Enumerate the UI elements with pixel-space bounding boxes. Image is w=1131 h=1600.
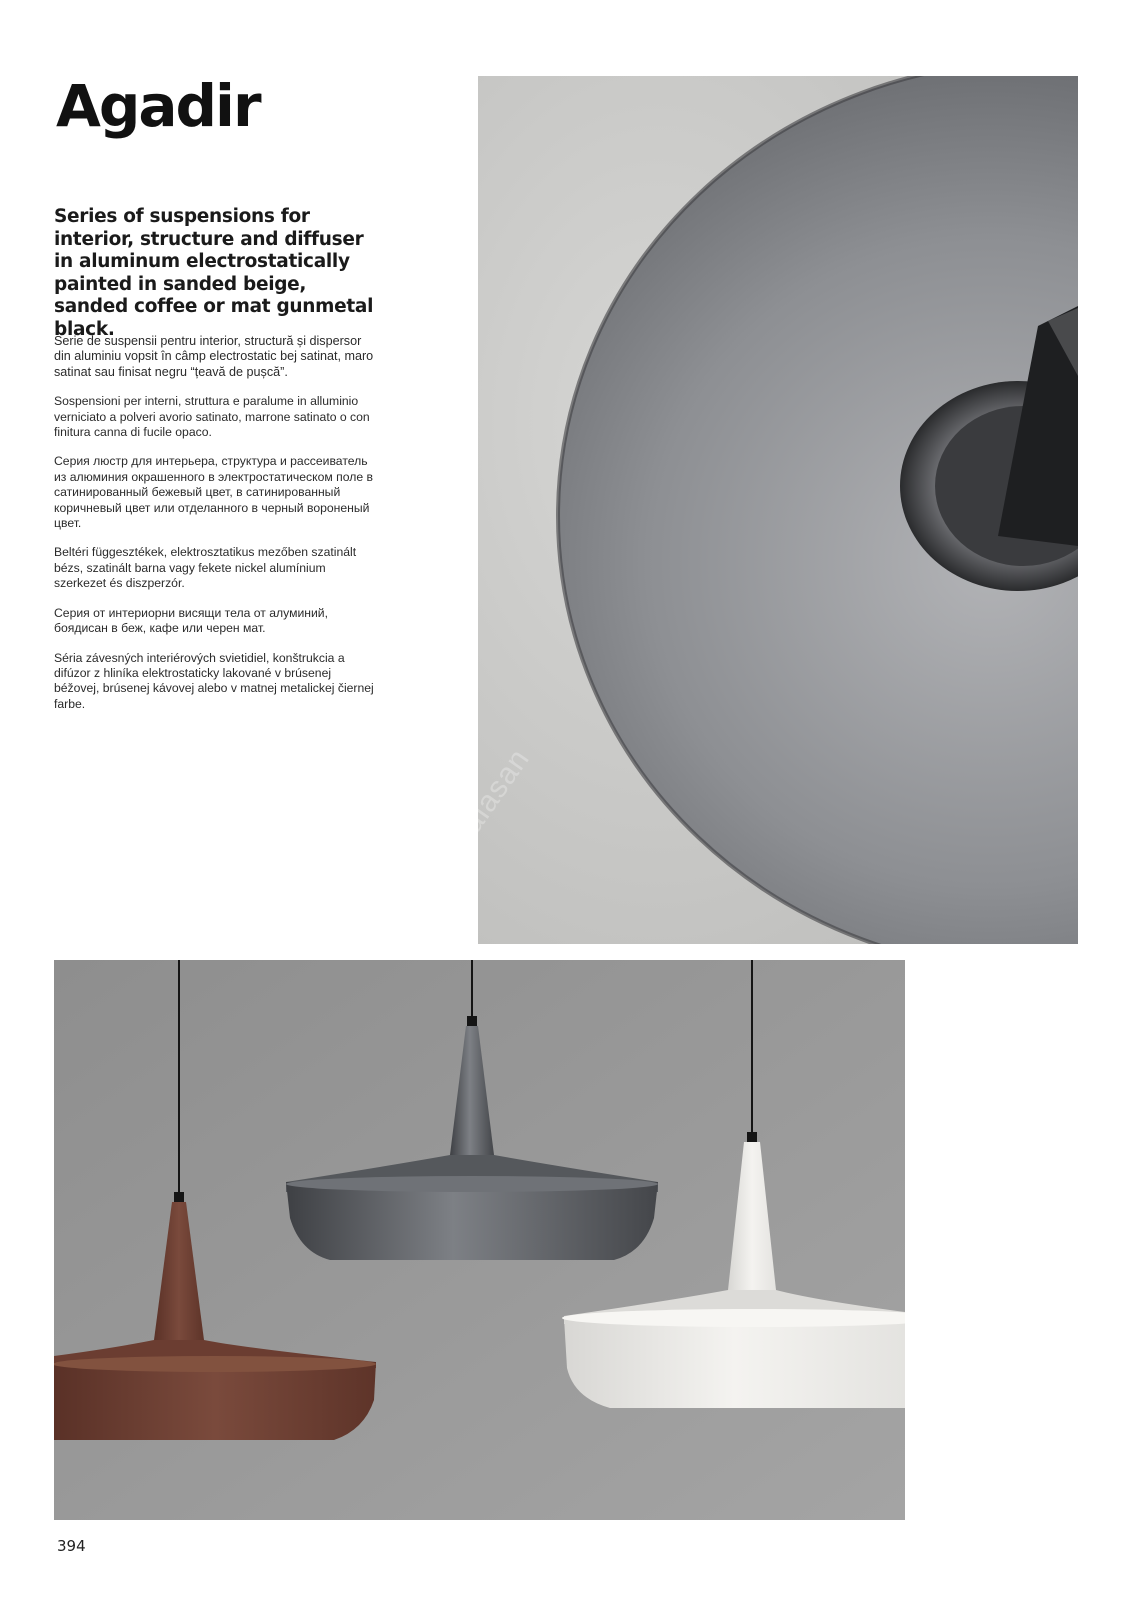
page-title: Agadir — [56, 72, 260, 140]
paragraph-bg: Серия от интериорни висящи тела от алуминий, боядисан в беж, кафе или черен мат. — [54, 605, 328, 636]
paragraph-hu: Beltéri függesztékek, elektrosztatikus mezőben szatinált bézs, szatinált barna vagy fekete nickel alumínium szerkezet és diszperzór. — [54, 545, 357, 591]
closeup-illustration — [478, 76, 1078, 944]
lead-description: Series of suspensions for interior, structure and diffuser in aluminum electrostatically painted in sanded beige, sanded coffee or mat gunmetal black. — [54, 206, 374, 340]
product-closeup-photo — [478, 76, 1078, 944]
product-lifestyle-photo — [54, 960, 905, 1520]
page-number: 394 — [57, 1537, 86, 1555]
paragraph-ru: Серия люстр для интерьера, структура и рассеиватель из алюминия окрашенного в электростатическом поле в сатинированный бежевый цвет, в сатинированный коричневый цвет или отделанного в черный вороненый цвет. — [54, 454, 374, 531]
paragraph-it: Sospensioni per interni, struttura e paralume in alluminio verniciato a polveri avorio satinato, marrone satinato o con finitura canna di fucile opaco. — [54, 394, 370, 440]
paragraph-sk: Séria závesných interiérových svietidiel, konštrukcia a difúzor z hliníka elektrostaticky lakované v brúsenej béžovej, brúsenej kávovej alebo v matnej metalickej čiernej farbe. — [54, 650, 374, 711]
pendants-illustration — [54, 960, 905, 1520]
watermark-text: alasan — [455, 742, 537, 839]
paragraph-ro: Serie de suspensii pentru interior, structură și dispersor din aluminiu vopsit în câmp electrostatic bej satinat, maro satinat sau finisat negru “țeavă de pușcă”. — [54, 334, 374, 379]
description-paragraphs — [54, 334, 374, 726]
